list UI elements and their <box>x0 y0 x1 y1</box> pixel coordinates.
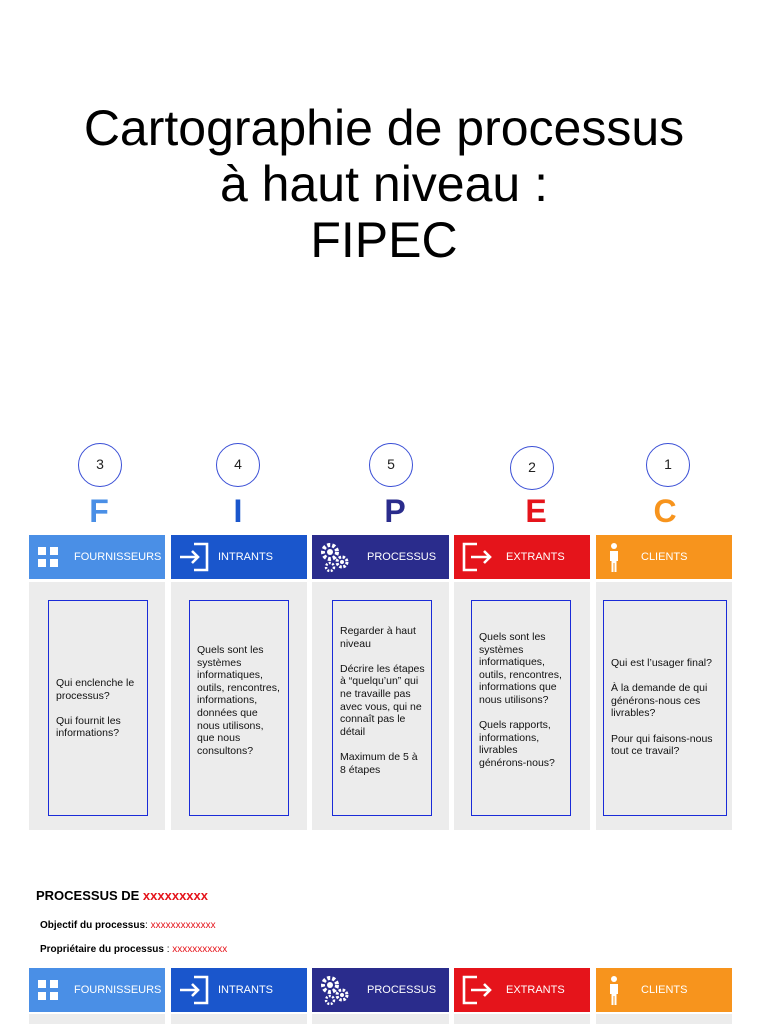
sign-out-icon <box>459 972 495 1008</box>
box-text: Quels sont les systèmes informatiques, outils, rencontres, informations que nous utilisons? Quels rapports, informations, livrables générons-nous? <box>479 631 562 769</box>
owner-value: xxxxxxxxxxx <box>172 944 228 955</box>
header-intrants <box>171 535 307 579</box>
process-owner <box>40 944 227 955</box>
box-text: Regarder à haut niveau Décrire les étapes à “quelqu’un” qui ne travaille pas avec vous, qui ne connaît pas le détail Maximum de 5 à 8 étapes <box>340 625 425 776</box>
objective-value: xxxxxxxxxxxxx <box>150 920 216 931</box>
box-text: Qui est l’usager final? À la demande de qui générons-nous ces livrables? Pour qui faisons-nous tout ce travail? <box>611 657 713 758</box>
sign-in-icon <box>176 539 212 575</box>
bottom-header-fournisseurs <box>29 968 165 1012</box>
bottom-panel-extrants <box>454 1014 590 1024</box>
bottom-panel-clients <box>596 1014 732 1024</box>
box-text: Qui enclenche le processus? Qui fournit les informations? <box>56 677 135 740</box>
header-label: INTRANTS <box>218 551 273 563</box>
panel-clients <box>596 582 732 830</box>
order-circle-processus: 5 <box>369 443 413 487</box>
text-box-processus <box>332 600 432 816</box>
text-box-fournisseurs <box>48 600 148 816</box>
bottom-panel-processus <box>312 1014 449 1024</box>
process-label: PROCESSUS DE <box>36 888 143 903</box>
order-circle-intrants: 4 <box>216 443 260 487</box>
header-label: EXTRANTS <box>506 984 565 996</box>
grid-icon <box>34 539 70 575</box>
sign-out-icon <box>459 539 495 575</box>
title-line-3: FIPEC <box>310 212 458 268</box>
panel-intrants <box>171 582 307 830</box>
header-extrants <box>454 535 590 579</box>
header-label: FOURNISSEURS <box>74 551 162 563</box>
panel-fournisseurs <box>29 582 165 830</box>
gears-icon <box>317 972 353 1008</box>
letter-c: C <box>653 493 677 529</box>
bottom-header-extrants <box>454 968 590 1012</box>
letter-e: E <box>525 493 547 529</box>
bottom-panel-fournisseurs <box>29 1014 165 1024</box>
bottom-header-clients <box>596 968 732 1012</box>
owner-separator: : <box>163 944 173 955</box>
letter-i: I <box>233 493 243 529</box>
text-box-extrants <box>471 600 571 816</box>
order-circle-extrants: 2 <box>510 446 554 490</box>
letter-p: P <box>384 493 406 529</box>
sign-in-icon <box>176 972 212 1008</box>
process-name: xxxxxxxxx <box>142 888 208 903</box>
grid-icon <box>34 972 70 1008</box>
title-line-1: Cartographie de processus <box>83 100 685 156</box>
header-label: PROCESSUS <box>367 984 437 996</box>
owner-label: Propriétaire du processus <box>40 944 164 955</box>
person-icon <box>601 972 637 1008</box>
process-title <box>36 888 208 903</box>
text-box-clients <box>603 600 727 816</box>
order-circle-clients: 1 <box>646 443 690 487</box>
header-label: CLIENTS <box>641 551 688 563</box>
panel-processus <box>312 582 449 830</box>
bottom-panel-intrants <box>171 1014 307 1024</box>
header-label: FOURNISSEURS <box>74 984 162 996</box>
header-label: EXTRANTS <box>506 551 565 563</box>
letter-f: F <box>89 493 109 529</box>
header-fournisseurs <box>29 535 165 579</box>
header-processus <box>312 535 449 579</box>
header-clients <box>596 535 732 579</box>
header-label: CLIENTS <box>641 984 688 996</box>
panel-extrants <box>454 582 590 830</box>
header-label: PROCESSUS <box>367 551 437 563</box>
bottom-header-processus <box>312 968 449 1012</box>
objective-separator: : <box>145 920 151 931</box>
process-objective <box>40 920 216 931</box>
text-box-intrants <box>189 600 289 816</box>
person-icon <box>601 539 637 575</box>
gears-icon <box>317 539 353 575</box>
box-text: Quels sont les systèmes informatiques, outils, rencontres, informations, données que nous utilisons, que nous consultons? <box>197 644 280 757</box>
bottom-header-intrants <box>171 968 307 1012</box>
objective-label: Objectif du processus <box>40 920 146 931</box>
title-line-2: à haut niveau : <box>219 156 549 212</box>
order-circle-fournisseurs: 3 <box>78 443 122 487</box>
page-title <box>0 100 768 268</box>
header-label: INTRANTS <box>218 984 273 996</box>
